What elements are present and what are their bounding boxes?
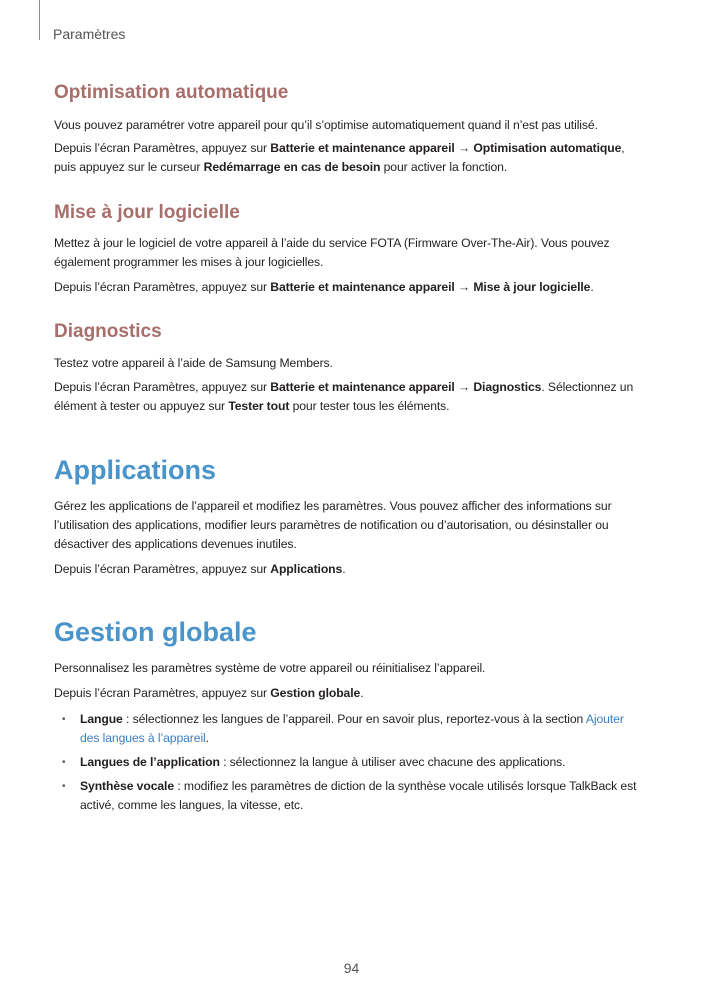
diagnostics-instructions: Depuis l’écran Paramètres, appuyez sur Batterie et maintenance appareil → Diagnostics. Sélectionnez un élément à tester ou appuyez sur Tester tout pour tester tous les éléments. [54,380,634,413]
applications-instructions: Depuis l’écran Paramètres, appuyez sur Applications. [54,562,346,576]
optimisation-intro: Vous pouvez paramétrer votre appareil pour qu’il s’optimise automatiquement quand il n’est pas utilisé. [54,118,598,132]
section-title-optimisation: Optimisation automatique [54,82,289,103]
section-title-gestion: Gestion globale [54,617,257,647]
gestion-instructions: Depuis l’écran Paramètres, appuyez sur Gestion globale. [54,686,364,700]
bullet-icon: • [62,781,66,792]
diagnostics-intro: Testez votre appareil à l’aide de Samsung Members. [54,356,333,370]
bullet-icon: • [62,714,66,725]
list-item-langues-application: • Langues de l’application : sélectionnez la langue à utiliser avec chacune des applications. [54,753,644,772]
section-title-diagnostics: Diagnostics [54,321,162,342]
applications-intro: Gérez les applications de l’appareil et modifiez les paramètres. Vous pouvez afficher des informations sur l’utilisation des applications, modifier leurs paramètres de notification ou d’autorisation, ou désinstaller ou désactiver des applications devenues inutiles. [54,499,612,551]
list-item-synthese-vocale: • Synthèse vocale : modifiez les paramètres de diction de la synthèse vocale utilisés lorsque TalkBack est activé, comme les langues, la vitesse, etc. [62,779,637,812]
gestion-options-list [54,710,644,820]
section-title-applications: Applications [54,455,217,485]
bullet-icon: • [62,757,66,768]
gestion-intro: Personnalisez les paramètres système de votre appareil ou réinitialisez l’appareil. [54,661,486,675]
list-item-langue: • Langue : sélectionnez les langues de l’appareil. Pour en savoir plus, reportez-vous à la section Ajouter des langues à l’appareil. [62,712,624,745]
link-ajouter-des-langues[interactable]: Ajouter des langues à l’appareil [80,712,624,745]
header-rule [39,0,40,40]
update-intro: Mettez à jour le logiciel de votre appareil à l’aide du service FOTA (Firmware Over-The-Air). Vous pouvez également programmer les mises à jour logicielles. [54,236,610,269]
update-instructions: Depuis l’écran Paramètres, appuyez sur Batterie et maintenance appareil → Mise à jour logicielle. [54,280,594,294]
optimisation-instructions: Depuis l’écran Paramètres, appuyez sur Batterie et maintenance appareil → Optimisation automatique, puis appuyez sur le curseur Redémarrage en cas de besoin pour activer la fonction. [54,141,625,174]
running-header: Paramètres [53,26,126,42]
page-number: 94 [343,960,360,976]
section-title-update: Mise à jour logicielle [54,202,240,223]
